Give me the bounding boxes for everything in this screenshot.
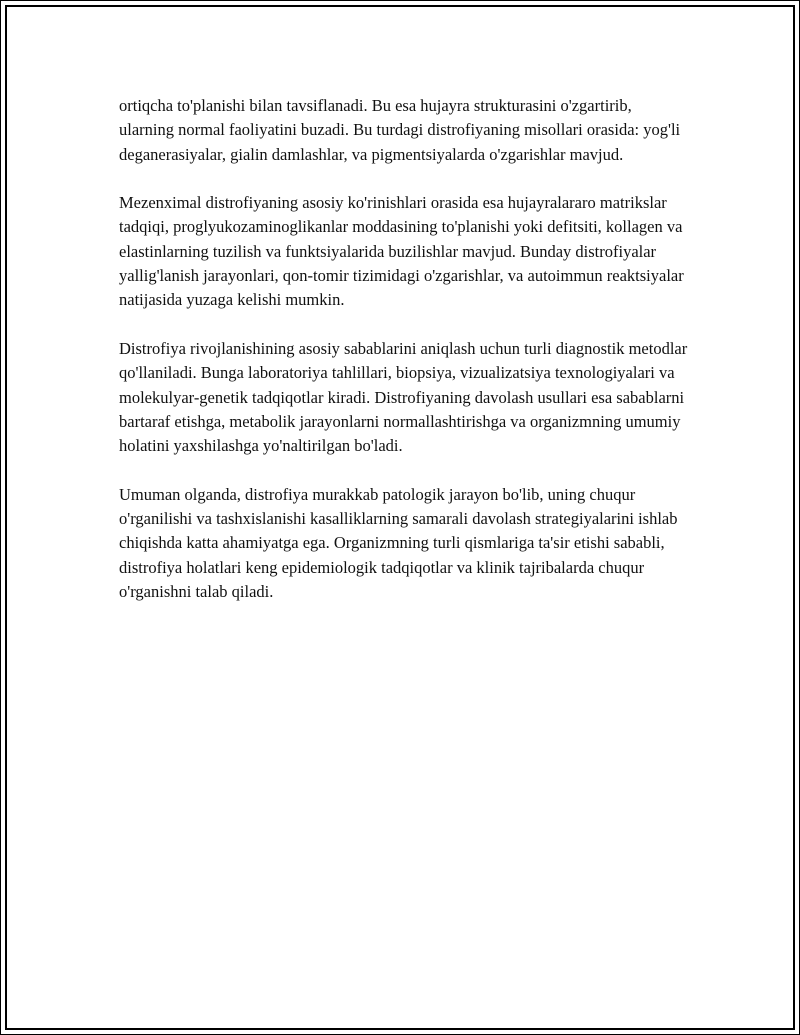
paragraph-3: Distrofiya rivojlanishining asosiy sabablarini aniqlash uchun turli diagnostik metodlar qo'llaniladi. Bunga laboratoriya tahlillari, biopsiya, vizualizatsiya texnologiyalari va molekulyar-genetik tadqiqotlar kiradi. Distrofiyaning davolash usullari esa sabablarni bartaraf etishga, metabolik jarayonlarni normallashtirishga va organizmning umumiy holatini yaxshilashga yo'naltirilgan bo'ladi.	[119, 338, 688, 456]
paragraph-1: ortiqcha to'planishi bilan tavsiflanadi. Bu esa hujayra strukturasini o'zgartirib, ularning normal faoliyatini buzadi. Bu turdagi distrofiyaning misollari orasida: yog'li deganerasiyalar, gialin damlashlar, va pigmentsiyalarda o'zgarishlar mavjud.	[119, 96, 681, 164]
document-body	[119, 94, 689, 629]
paragraph-2: Mezenximal distrofiyaning asosiy ko'rinishlari orasida esa hujayralararo matrikslar tadqiqi, proglyukozaminoglikanlar moddasining to'planishi yoki defitsiti, kollagen va elastinlarning tuzilish va funktsiyalarida buzilishlar mavjud. Bunday distrofiyalar yallig'lanish jarayonlari, qon-tomir tizimidagi o'zgarishlar, va autoimmun reaktsiyalar natijasida yuzaga kelishi mumkin.	[119, 193, 684, 310]
paragraph-4: Umuman olganda, distrofiya murakkab patologik jarayon bo'lib, uning chuqur o'rganilishi va tashxislanishi kasalliklarning samarali davolash strategiyalarini ishlab chiqishda katta ahamiyatga ega. Organizmning turli qismlariga ta'sir etishi sababli, distrofiya holatlari keng epidemiologik tadqiqotlar va klinik tajribalarda chuqur o'rganishni talab qiladi.	[119, 484, 678, 601]
